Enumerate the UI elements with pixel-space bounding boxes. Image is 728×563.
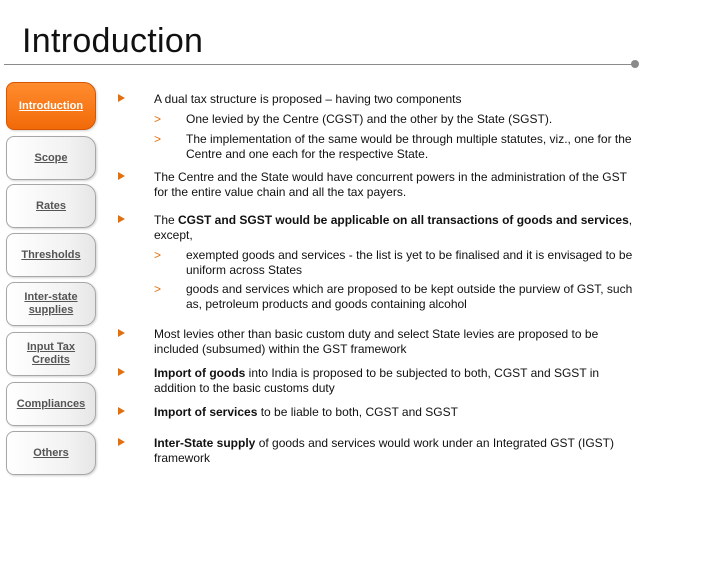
chevron-bullet-icon: > [154,112,162,126]
sub-bullet-text: exempted goods and services - the list is yet to be finalised and it is envisaged to be uniform across States [186,248,633,277]
title-divider [4,64,632,65]
nav-tab-others[interactable] [6,431,96,475]
bullet-text [154,436,638,466]
nav-tab-thresholds[interactable] [6,233,96,277]
triangle-bullet-icon [118,94,125,102]
triangle-bullet-icon [118,172,125,180]
nav-tab-label: Compliances [16,397,86,410]
nav-tab-label: Introduction [18,99,84,112]
bullet-text: A dual tax structure is proposed – having two components [154,92,462,106]
bullet-text-part: , except, [154,213,633,242]
bullet-text-part: The [154,213,179,227]
nav-tab-inter-state-supplies[interactable] [6,282,96,326]
nav-tab-scope[interactable] [6,136,96,180]
title-divider-dot [631,60,639,68]
nav-tab-label: Inter-state supplies [24,291,78,316]
nav-tab-input-tax-credits[interactable] [6,332,96,376]
bullet-text-emphasis: Import of services [154,405,258,419]
chevron-bullet-icon: > [154,282,162,296]
bullet-text-part: into India is proposed to be subjected to both, CGST and SGST in addition to the basic customs duty [154,366,600,395]
bullet-text: Most levies other than basic custom duty and select State levies are proposed to be included (subsumed) within the GST framework [154,327,599,356]
sub-bullet-text: The implementation of the same would be through multiple statutes, viz., one for the Centre and one each for the respective State. [186,132,632,161]
chevron-bullet-icon: > [154,132,162,146]
nav-tab-compliances[interactable] [6,382,96,426]
page-title: Introduction [22,22,204,60]
triangle-bullet-icon [118,215,125,223]
bullet-text: The Centre and the State would have concurrent powers in the administration of the GST for the entire value chain and all the tax payers. [154,170,627,199]
triangle-bullet-icon [118,368,125,376]
bullet-text-emphasis: CGST and SGST would be applicable on all transactions of goods and services [178,213,629,227]
bullet-text-part: to be liable to both, CGST and SGST [257,405,458,419]
sub-bullet-text: goods and services which are proposed to be kept outside the purview of GST, such as, petroleum products and goods containing alcohol [186,282,633,311]
nav-tab-label: Rates [36,199,66,212]
sub-bullet-text: One levied by the Centre (CGST) and the other by the State (SGST). [186,112,553,126]
bullet-text [154,213,638,243]
bullet-text [154,366,638,396]
nav-tab-label: Thresholds [21,248,81,261]
nav-tab-rates[interactable] [6,184,96,228]
bullet-text-emphasis: Inter-State supply [154,436,256,450]
bullet-text-emphasis: Import of goods [154,366,246,380]
bullet-text [154,405,638,420]
nav-tab-label: Others [33,446,69,459]
chevron-bullet-icon: > [154,248,162,262]
triangle-bullet-icon [118,407,125,415]
nav-tab-label: Input Tax Credits [26,341,76,366]
triangle-bullet-icon [118,438,125,446]
nav-tab-label: Scope [34,151,68,164]
bullet-text-part: of goods and services would work under an Integrated GST (IGST) framework [154,436,614,465]
triangle-bullet-icon [118,329,125,337]
nav-tab-introduction[interactable] [6,82,96,130]
